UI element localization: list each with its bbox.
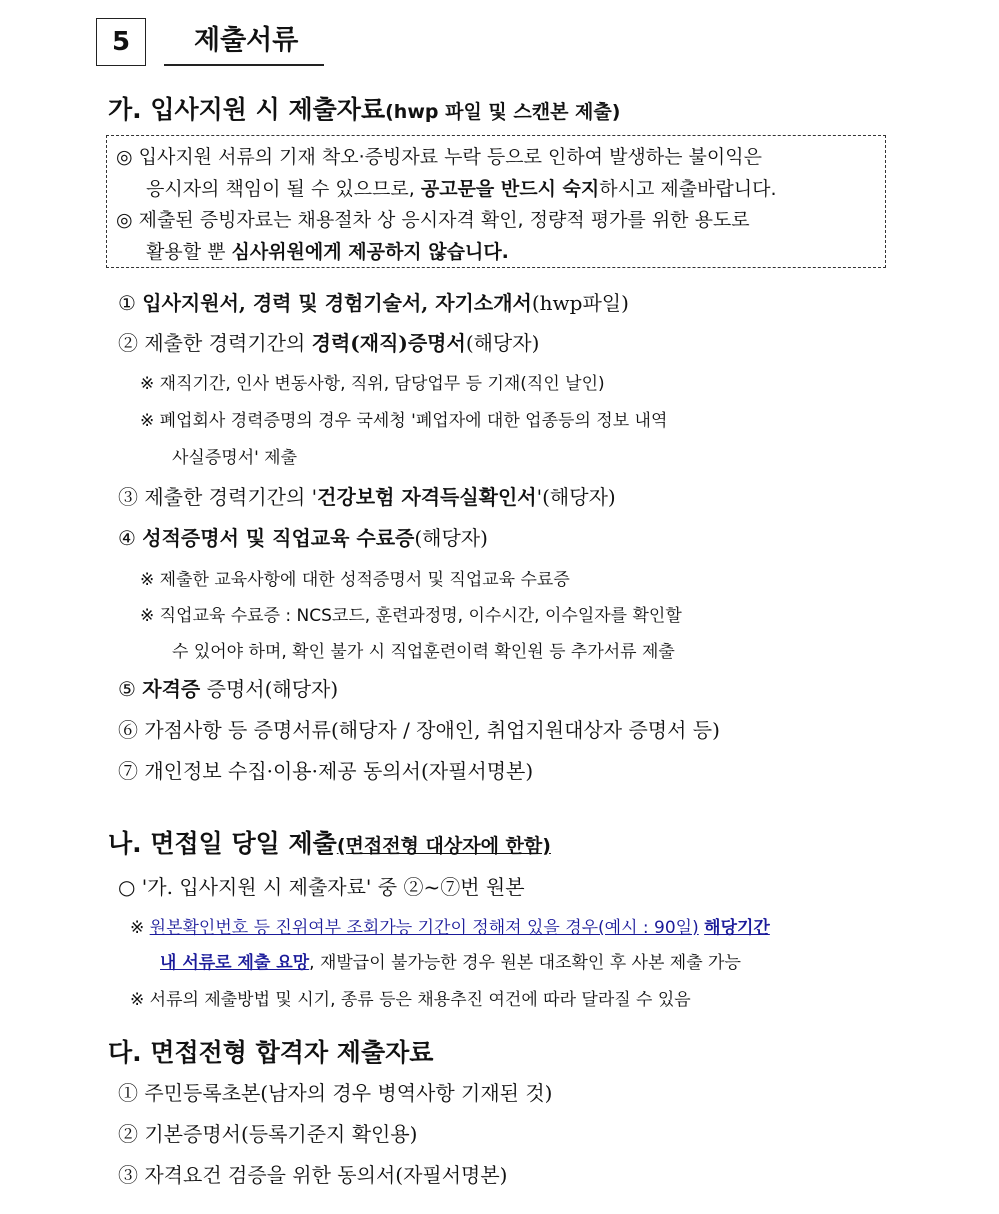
a-item-5-rest: 증명서(해당자) <box>200 677 339 701</box>
b-note-2: ※ 서류의 제출방법 및 시기, 종류 등은 채용추진 여건에 따라 달라질 수 있음 <box>130 990 691 1010</box>
notice-line-1: ◎ 입사지원 서류의 기재 착오·증빙자료 누락 등으로 인하여 발생하는 불이익은 <box>116 146 762 168</box>
b-note-1 <box>130 913 770 938</box>
a-item-5-num: ⑤ <box>118 677 136 701</box>
section-number: 5 <box>96 18 146 66</box>
part-b-heading-suffix: (면접전형 대상자에 한함) <box>336 835 551 857</box>
notice-line-2 <box>146 174 777 201</box>
a-item-4-note-2a: ※ 직업교육 수료증 : NCS코드, 훈련과정명, 이수시간, 이수일자를 확인할 <box>140 606 682 626</box>
a-item-4-note-1: ※ 제출한 교육사항에 대한 성적증명서 및 직업교육 수료증 <box>140 570 570 590</box>
notice-line-4 <box>146 237 509 264</box>
a-item-2-rest: (해당자) <box>465 331 540 355</box>
section-title: 제출서류 <box>164 18 324 66</box>
notice-line-2-pre: 응시자의 책임이 될 수 있으므로, <box>146 178 421 200</box>
a-item-3-pre: ③ 제출한 경력기간의 ' <box>118 485 318 509</box>
a-item-5 <box>118 673 338 702</box>
part-a-heading-text: 가. 입사지원 시 제출자료 <box>108 95 386 124</box>
a-item-4 <box>118 522 488 551</box>
c-item-1: ① 주민등록초본(남자의 경우 병역사항 기재된 것) <box>118 1081 553 1105</box>
a-item-2-note-2a: ※ 폐업회사 경력증명의 경우 국세청 '폐업자에 대한 업종등의 정보 내역 <box>140 411 668 431</box>
a-item-3-bold: 건강보험 자격득실확인서 <box>317 485 537 509</box>
b-note-1b <box>160 948 741 973</box>
a-item-4-note-2b: 수 있어야 하며, 확인 불가 시 직업훈련이력 확인원 등 추가서류 제출 <box>172 642 675 662</box>
b-line-1: ○ '가. 입사지원 시 제출자료' 중 ②~⑦번 원본 <box>118 875 525 899</box>
a-item-1-rest: (hwp파일) <box>531 291 629 315</box>
b-note-1-mark: ※ <box>130 918 145 938</box>
c-item-3: ③ 자격요건 검증을 위한 동의서(자필서명본) <box>118 1163 508 1187</box>
a-item-1 <box>118 287 629 316</box>
part-b-heading-text: 나. 면접일 당일 제출 <box>108 829 337 858</box>
part-c-heading: 다. 면접전형 합격자 제출자료 <box>108 1038 434 1067</box>
notice-line-4-bold: 심사위원에게 제공하지 않습니다. <box>231 241 509 263</box>
a-item-3-rest: '(해당자) <box>536 485 616 509</box>
a-item-7: ⑦ 개인정보 수집·이용·제공 동의서(자필서명본) <box>118 759 534 783</box>
a-item-4-rest: (해당자) <box>414 526 488 550</box>
a-item-4-bold: 성적증명서 및 직업교육 수료증 <box>142 526 415 550</box>
notice-line-3: ◎ 제출된 증빙자료는 채용절차 상 응시자격 확인, 정량적 평가를 위한 용도로 <box>116 209 750 231</box>
a-item-2-note-2b: 사실증명서' 제출 <box>172 448 298 468</box>
b-note-1b-bold: 내 서류로 제출 요망 <box>160 953 310 973</box>
c-item-2: ② 기본증명서(등록기준지 확인용) <box>118 1122 418 1146</box>
a-item-1-bold: 입사지원서, 경력 및 경험기술서, 자기소개서 <box>142 291 532 315</box>
part-a-heading <box>108 90 620 126</box>
b-note-1-bold: 해당기간 <box>704 918 770 938</box>
a-item-2 <box>118 327 539 356</box>
notice-line-2-post: 하시고 제출바랍니다. <box>599 178 777 200</box>
a-item-2-bold: 경력(재직)증명서 <box>311 331 466 355</box>
a-item-6: ⑥ 가점사항 등 증명서류(해당자 / 장애인, 취업지원대상자 증명서 등) <box>118 718 720 742</box>
a-item-5-bold: 자격증 <box>142 677 201 701</box>
a-item-3 <box>118 481 616 510</box>
notice-line-2-bold: 공고문을 반드시 숙지 <box>420 178 600 200</box>
a-item-2-pre: ② 제출한 경력기간의 <box>118 331 312 355</box>
b-note-1-blue: 원본확인번호 등 진위여부 조회가능 기간이 정해져 있을 경우(예시 : 90일) <box>149 918 699 938</box>
b-note-1b-rest: , 재발급이 불가능한 경우 원본 대조확인 후 사본 제출 가능 <box>309 953 741 973</box>
part-b-heading <box>108 824 551 860</box>
a-item-2-note-1: ※ 재직기간, 인사 변동사항, 직위, 담당업무 등 기재(직인 날인) <box>140 374 605 394</box>
part-a-heading-suffix: (hwp 파일 및 스캔본 제출) <box>385 101 621 123</box>
notice-line-4-pre: 활용할 뿐 <box>146 241 232 263</box>
a-item-1-num: ① <box>118 291 136 315</box>
a-item-4-num: ④ <box>118 526 136 550</box>
